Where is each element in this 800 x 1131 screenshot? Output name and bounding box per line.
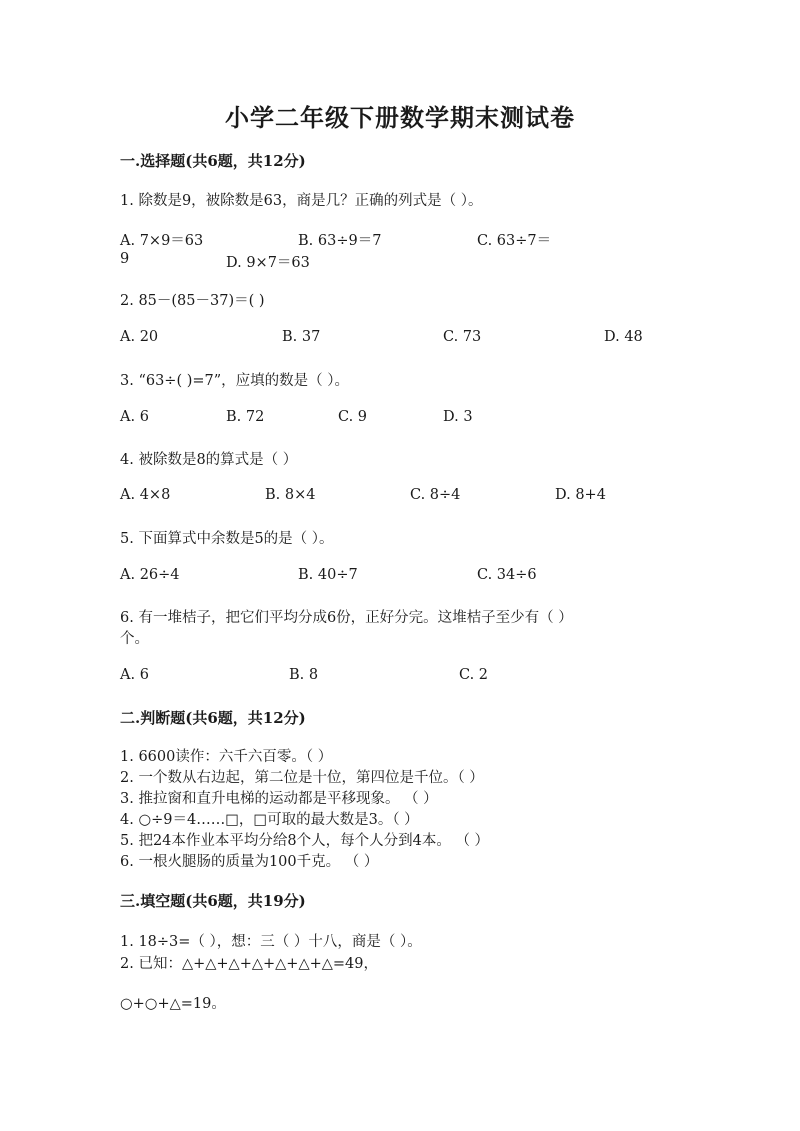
option-5b: B. 40÷7 [298, 567, 358, 583]
option-3c: C. 9 [338, 409, 368, 425]
option-6c: C. 2 [459, 667, 489, 683]
option-1d: D. 9×7＝63 [226, 255, 310, 271]
option-1c-continued: 9 [120, 251, 130, 267]
question-4: 4. 被除数是8的算式是（ ） [120, 452, 298, 468]
judge-item-1: 1. 6600读作：六千六百零。（ ） [120, 749, 333, 765]
option-2c: C. 73 [443, 329, 482, 345]
option-1c: C. 63÷7＝ [477, 233, 552, 249]
fill-item-1: 1. 18÷3=（ ），想：三（ ）十八，商是（ ）。 [120, 934, 422, 950]
option-2d: D. 48 [604, 329, 643, 345]
question-3: 3. “63÷( )=7”，应填的数是（ ）。 [120, 373, 350, 389]
option-4b: B. 8×4 [265, 487, 316, 503]
judge-item-2: 2. 一个数从右边起，第二位是十位，第四位是千位。（ ） [120, 770, 484, 786]
option-4d: D. 8+4 [555, 487, 606, 503]
option-6b: B. 8 [289, 667, 319, 683]
question-6-continued: 个。 [120, 631, 149, 647]
option-3d: D. 3 [443, 409, 473, 425]
judge-item-5: 5. 把24本作业本平均分给8个人，每个人分到4本。 （ ） [120, 833, 490, 849]
question-2: 2. 85－(85－37)＝( ) [120, 293, 265, 309]
question-6: 6. 有一堆桔子，把它们平均分成6份，正好分完。这堆桔子至少有（ ） [120, 610, 573, 626]
option-4c: C. 8÷4 [410, 487, 461, 503]
option-5c: C. 34÷6 [477, 567, 537, 583]
fill-item-2: 2. 已知：△+△+△+△+△+△+△=49， [120, 956, 378, 972]
option-3b: B. 72 [226, 409, 265, 425]
option-1a: A. 7×9＝63 [120, 233, 204, 249]
option-6a: A. 6 [120, 667, 149, 683]
judge-item-3: 3. 推拉窗和直升电梯的运动都是平移现象。 （ ） [120, 791, 438, 807]
judge-item-6: 6. 一根火腿肠的质量为100千克。 （ ） [120, 854, 379, 870]
section-heading-judge: 二.判断题(共6题，共12分) [120, 709, 306, 727]
option-1b: B. 63÷9＝7 [298, 233, 382, 249]
option-2a: A. 20 [120, 329, 159, 345]
judge-item-4: 4. ○÷9＝4……□，□可取的最大数是3。（ ） [120, 812, 419, 828]
fill-item-2-continued: ○+○+△=19。 [120, 996, 226, 1012]
option-4a: A. 4×8 [120, 487, 171, 503]
page-title: 小学二年级下册数学期末测试卷 [225, 103, 575, 132]
question-5: 5. 下面算式中余数是5的是（ ）。 [120, 531, 334, 547]
section-heading-fill: 三.填空题(共6题，共19分) [120, 892, 306, 910]
option-5a: A. 26÷4 [120, 567, 180, 583]
option-3a: A. 6 [120, 409, 149, 425]
question-1: 1. 除数是9，被除数是63，商是几？正确的列式是（ ）。 [120, 193, 483, 209]
option-2b: B. 37 [282, 329, 321, 345]
section-heading-choice: 一.选择题(共6题，共12分) [120, 152, 306, 170]
